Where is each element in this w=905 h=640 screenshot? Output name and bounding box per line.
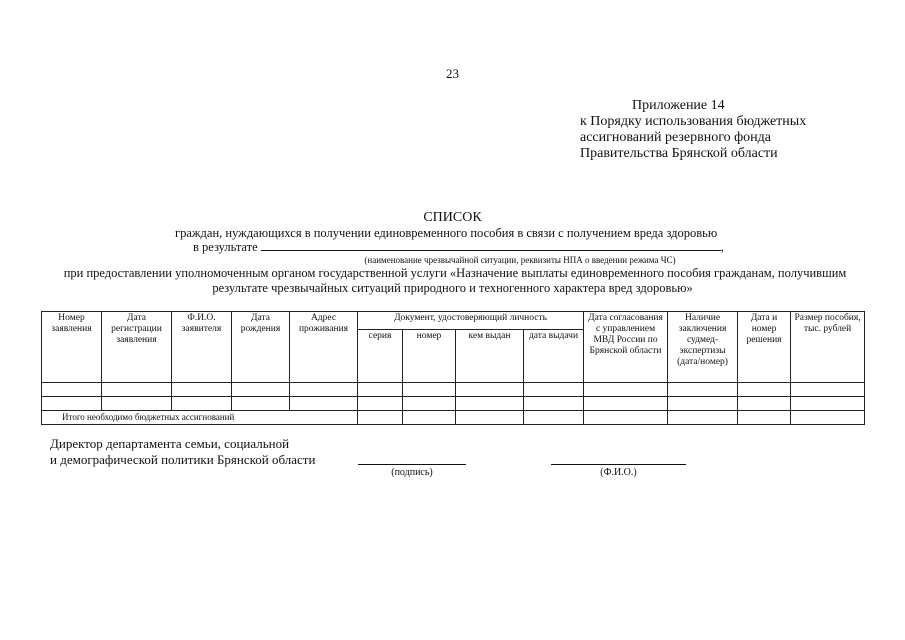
heading-line-3: при предоставлении уполномоченным органом государственной услуги «Назначение выплаты единовременного пособия гражданам, получившим [63,266,847,280]
name-label: (Ф.И.О.) [600,467,637,478]
name-line [551,464,686,465]
header-forensic-expertise: Наличие заключения судмед-экспертизы (дата/номер) [668,312,738,383]
header-address: Адрес проживания [290,312,358,383]
header-issued-by: кем выдан [456,330,524,383]
header-number: номер [403,330,456,383]
heading-line-4: результате чрезвычайных ситуаций природного и техногенного характера вред здоровью» [212,281,693,295]
heading-line-2-prefix: в результате [193,240,258,254]
director-block [50,436,315,468]
table-total-row [42,411,865,425]
signature-label: (подпись) [391,467,433,478]
header-identity-document: Документ, удостоверяющий личность [358,312,584,330]
header-benefit-amount: Размер пособия, тыс. рублей [791,312,865,383]
annex-line: к Порядку использования бюджетных [580,114,807,129]
signature-line [358,464,466,465]
emergency-name-blank [261,240,721,251]
list-title: СПИСОК [423,210,482,225]
header-full-name: Ф.И.О. заявителя [172,312,232,383]
page-number: 23 [446,66,459,81]
heading-line-2-suffix: , [720,240,724,254]
header-birth-date: Дата рождения [232,312,290,383]
table-header-row [42,312,865,330]
header-decision: Дата и номер решения [738,312,791,383]
header-series: серия [358,330,403,383]
header-registration-date: Дата регистрации заявления [102,312,172,383]
annex-title: Приложение 14 [632,98,725,113]
director-line-2: и демографической политики Брянской области [50,452,316,467]
table-row [42,397,865,411]
annex-line: Правительства Брянской области [580,146,778,161]
header-mvd-approval-date: Дата согласования с управлением МВД России по Брянской области [584,312,668,383]
annex-line: ассигнований резервного фонда [580,130,772,145]
citizens-table [41,311,865,425]
emergency-name-hint: (наименование чрезвычайной ситуации, реквизиты НПА о введении режима ЧС) [364,255,676,265]
header-application-number: Номер заявления [42,312,102,383]
heading-line-2 [193,240,724,255]
table-row [42,383,865,397]
total-label: Итого необходимо бюджетных ассигнований [42,411,358,425]
header-issue-date: дата выдачи [524,330,584,383]
heading-line-1: граждан, нуждающихся в получении единовременного пособия в связи с получением вреда здоровью [175,226,718,240]
director-line-1: Директор департамента семьи, социальной [50,436,290,451]
annex-block [580,98,880,162]
